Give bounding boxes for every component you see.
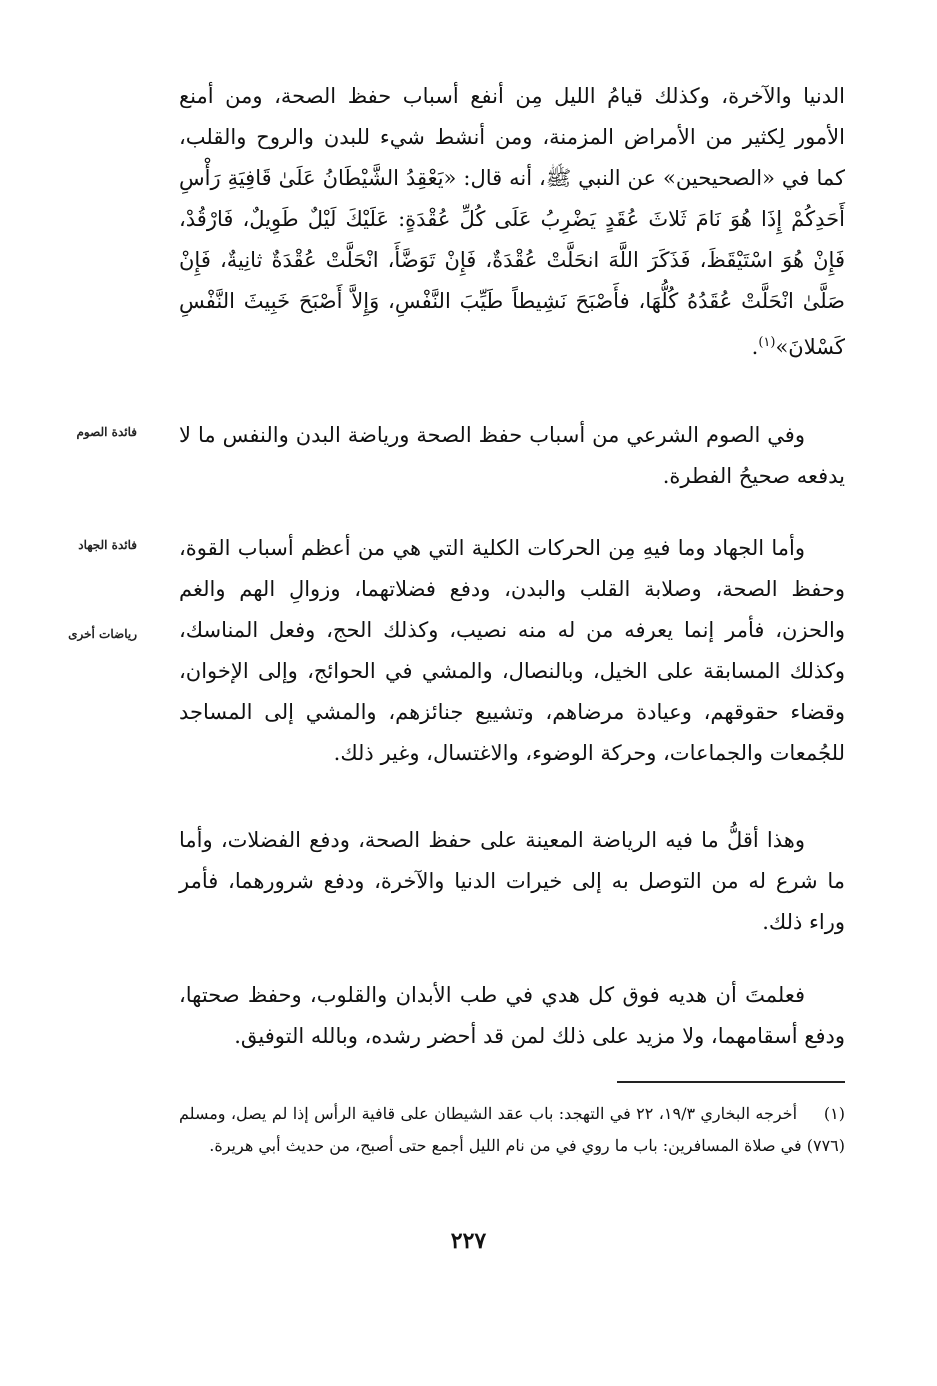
margin-note-fasting: فائدة الصوم	[76, 425, 137, 439]
page-number: ٢٢٧	[450, 1228, 487, 1254]
paragraph-night-prayer	[179, 76, 845, 368]
footnote-text: أخرجه البخاري ١٩/٣، ٢٢ في التهجد: باب عقد الشيطان على قافية الرأس إذا لم يصل، ومسلم (٧٧٦) في صلاة المسافرين: باب ما روي في من نام الليل أجمع حتى أصبح، من حديث أبي هريرة.	[179, 1104, 845, 1155]
footnote	[179, 1098, 845, 1162]
margin-note-jihad: فائدة الجهاد	[78, 538, 137, 552]
paragraph-night-prayer-text: الدنيا والآخرة، وكذلك قيامُ الليل مِن أنفع أسباب حفظ الصحة، ومن أمنع الأمور لِكثير من الأمراض المزمنة، ومن أنشط شيء للبدن والروح والقلب، كما في «الصحيحين» عن النبي ﷺ، أنه قال: «يَعْقِدُ الشَّيْطَانُ عَلَىٰ قَافِيَةِ رَأْسِ أَحَدِكُمْ إِذَا هُوَ نَامَ ثَلاثَ عُقَدٍ يَضْرِبُ عَلَى كُلِّ عُقْدَةٍ: عَلَيْكَ لَيْلٌ طَوِيلٌ، فَارْقُدْ، فَإِنْ هُوَ اسْتَيْقَظَ، فَذَكَرَ اللَّهَ انحَلَّتْ عُقْدَةٌ، فَإِنْ تَوَضَّأَ، انْحَلَّتْ عُقْدَةٌ ثانِيةٌ، فَإِنْ صَلَّىٰ انْحَلَّتْ عُقَدُهُ كُلُّهَا، فأَصْبَحَ نَشِيطاً طَيِّبَ النَّفْسِ، وَإِلاَّ أَصْبَحَ خَبِيثَ النَّفْسِ كَسْلانَ»	[179, 84, 845, 359]
paragraph-fasting-text: وفي الصوم الشرعي من أسباب حفظ الصحة ورياضة البدن والنفس ما لا يدفعه صحيحُ الفطرة.	[179, 423, 845, 488]
footnote-reference[interactable]: (١)	[758, 335, 776, 350]
paragraph-fasting	[179, 415, 845, 497]
margin-note-other-exercises: رياضات أخرى	[68, 627, 137, 641]
paragraph-jihad	[179, 528, 845, 774]
paragraph-jihad-text: وأما الجهاد وما فيهِ مِن الحركات الكلية التي هي من أعظم أسباب القوة، وحفظ الصحة، وصلابة القلب والبدن، ودفع فضلاتهما، وزوالِ الهم والغم والحزن، فأمر إنما يعرفه من له منه نصيب، وكذلك الحج، وفعل المناسك، وكذلك المسابقة على الخيل، وبالنصال، والمشي في الحوائج، وإلى الإخوان، وقضاء حقوقهم، وعيادة مرضاهم، وتشييع جنائزهم، والمشي إلى المساجد للجُمعات والجماعات، وحركة الوضوء، والاغتسال، وغير ذلك.	[179, 536, 845, 765]
footnote-number: (١)	[823, 1104, 846, 1123]
paragraph-end-mark: .	[751, 335, 759, 359]
paragraph-conclusion-text: فعلمتَ أن هديه فوق كل هدي في طب الأبدان والقلوب، وحفظ صحتها، ودفع أسقامهما، ولا مزيد على ذلك لمن قد أحضر رشده، وبالله التوفيق.	[179, 983, 845, 1048]
footnote-divider	[617, 1081, 845, 1083]
paragraph-least-benefit	[179, 820, 845, 943]
paragraph-least-benefit-text: وهذا أقلُّ ما فيه الرياضة المعينة على حفظ الصحة، ودفع الفضلات، وأما ما شرع له من التوصل به إلى خيرات الدنيا والآخرة، ودفع شرورهما، فأمر وراء ذلك.	[179, 828, 845, 934]
paragraph-conclusion	[179, 975, 845, 1057]
